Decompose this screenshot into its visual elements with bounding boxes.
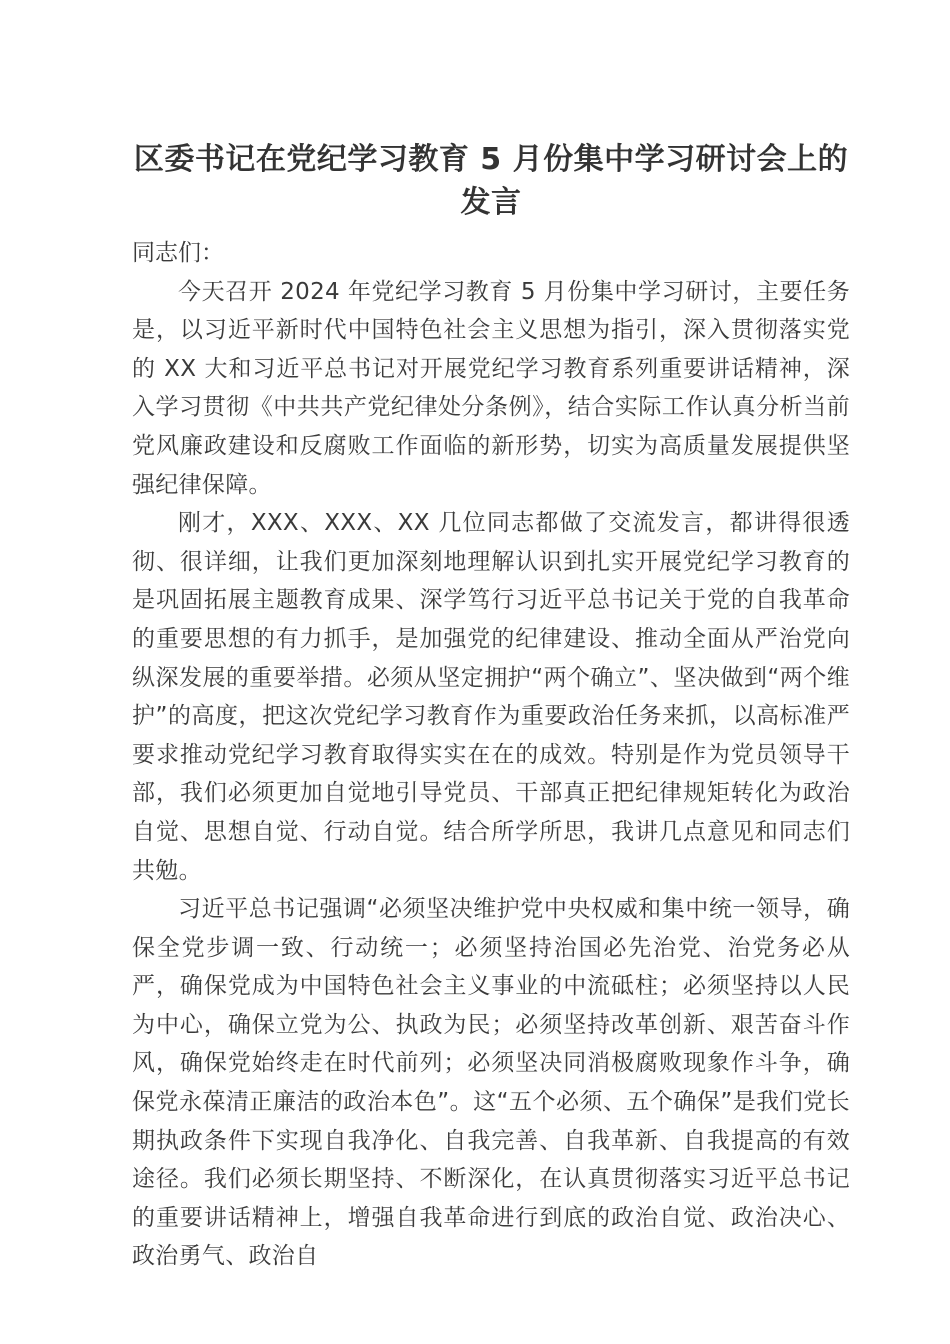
document-body	[132, 138, 850, 1276]
paragraph-2: 刚才，XXX、XXX、XX 几位同志都做了交流发言，都讲得很透彻、很详细，让我们更加深刻地理解认识到扎实开展党纪学习教育的是巩固拓展主题教育成果、深学笃行习近平总书记关于党的自我革命的重要思想的有力抓手，是加强党的纪律建设、推动全面从严治党向纵深发展的重要举措。必须从坚定拥护“两个确立”、坚决做到“两个维护”的高度，把这次党纪学习教育作为重要政治任务来抓，以高标准严要求推动党纪学习教育取得实实在在的成效。特别是作为党员领导干部，我们必须更加自觉地引导党员、干部真正把纪律规矩转化为政治自觉、思想自觉、行动自觉。结合所学所思，我讲几点意见和同志们共勉。	[132, 510, 850, 884]
paragraph-3: 习近平总书记强调“必须坚决维护党中央权威和集中统一领导，确保全党步调一致、行动统一；必须坚持治国必先治党、治党务必从严，确保党成为中国特色社会主义事业的中流砥柱；必须坚持以人民为中心，确保立党为公、执政为民；必须坚持改革创新、艰苦奋斗作风，确保党始终走在时代前列；必须坚决同消极腐败现象作斗争，确保党永葆清正廉洁的政治本色”。这“五个必须、五个确保”是我们党长期执政条件下实现自我净化、自我完善、自我革新、自我提高的有效途径。我们必须长期坚持、不断深化，在认真贯彻落实习近平总书记的重要讲话精神上，增强自我革命进行到底的政治自觉、政治决心、政治勇气、政治自	[132, 896, 850, 1270]
salutation: 同志们：	[132, 240, 224, 266]
paragraph-1: 今天召开 2024 年党纪学习教育 5 月份集中学习研讨，主要任务是，以习近平新时代中国特色社会主义思想为指引，深入贯彻落实党的 XX 大和习近平总书记对开展党纪学习教育系列重要讲话精神，深入学习贯彻《中共共产党纪律处分条例》，结合实际工作认真分析当前党风廉政建设和反腐败工作面临的新形势，切实为高质量发展提供坚强纪律保障。	[132, 278, 850, 498]
document-title: 区委书记在党纪学习教育 5 月份集中学习研讨会上的发言	[133, 142, 849, 220]
